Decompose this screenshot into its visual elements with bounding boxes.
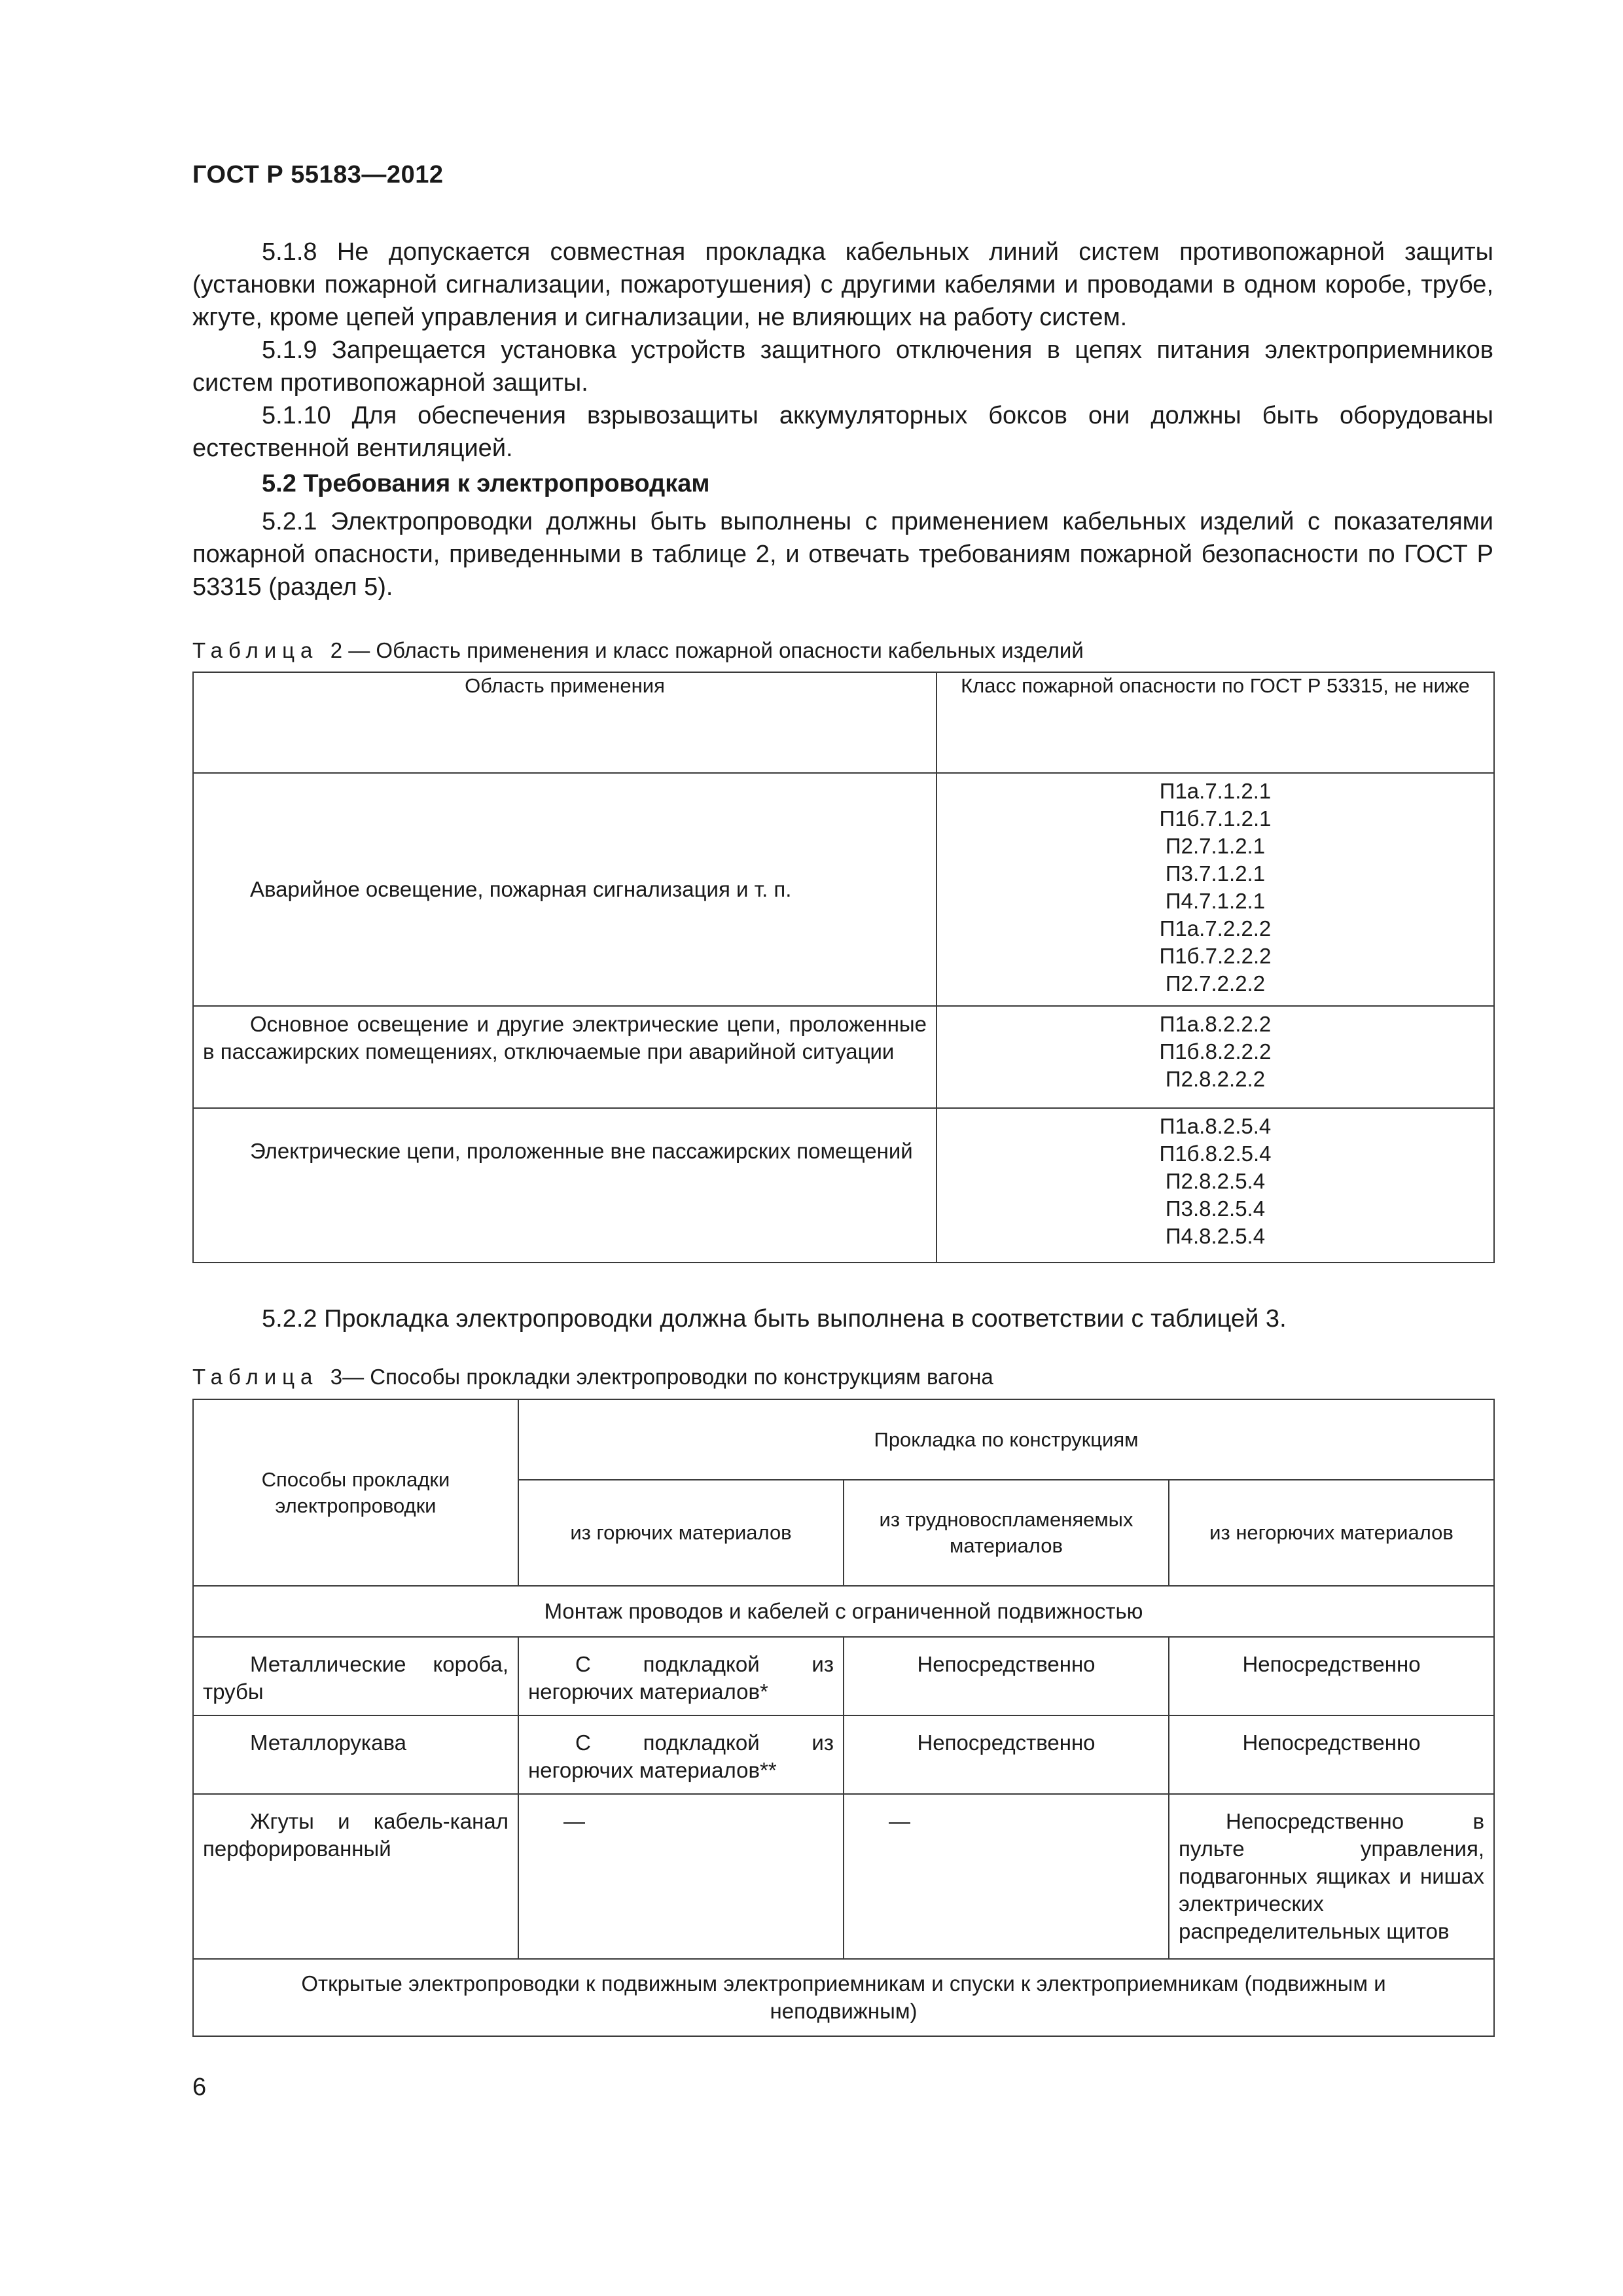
noncombustible-cell: Непосредственно в пульте управления, подвагонных ящиках и нишах электрических распределительных щитов (1169, 1794, 1494, 1959)
table-row (193, 773, 1494, 1006)
table2-area-cell: Аварийное освещение, пожарная сигнализация и т. п. (193, 773, 936, 1006)
paragraph-5-1-10: 5.1.10 Для обеспечения взрывозащиты аккумуляторных боксов они должны быть оборудованы естественной вентиляцией. (192, 402, 1493, 462)
hard-flammable-cell: — (844, 1794, 1169, 1959)
table2-header-class: Класс пожарной опасности по ГОСТ Р 53315, не ниже (936, 672, 1494, 773)
table2-header-area: Область применения (193, 672, 936, 773)
table3-header-hard-flammable: из трудновоспламеняемых материалов (844, 1480, 1169, 1586)
paragraph-5-2-1: 5.2.1 Электропроводки должны быть выполнены с применением кабельных изделий с показателями пожарной опасности, приведенными в таблице 2, и отвечать требованиям пожарной безопасности по ГОСТ Р 53315 (раздел 5). (192, 508, 1493, 601)
class-code: П2.8.2.5.4 (1165, 1169, 1266, 1193)
table-row (193, 1794, 1494, 1959)
table2-caption-text: 2 — Область применения и класс пожарной опасности кабельных изделий (330, 638, 1084, 662)
table3-header-noncombustible: из негорючих материалов (1169, 1480, 1494, 1586)
table3-header-method: Способы прокладки электропроводки (193, 1399, 518, 1586)
document-header: ГОСТ Р 55183—2012 (192, 161, 444, 188)
table3-caption (192, 1365, 993, 1390)
table2 (192, 672, 1495, 1263)
combustible-cell: С подкладкой из негорючих материалов* (518, 1637, 844, 1715)
table-row (193, 1108, 1494, 1263)
method-cell: Металлические короба, трубы (193, 1637, 518, 1715)
table3-section-limited-mobility: Монтаж проводов и кабелей с ограниченной подвижностью (193, 1586, 1494, 1637)
class-code: П1б.7.1.2.1 (1159, 806, 1272, 831)
class-code: П2.7.1.2.1 (1165, 834, 1266, 858)
noncombustible-cell: Непосредственно (1169, 1715, 1494, 1794)
class-code: П4.8.2.5.4 (1165, 1224, 1266, 1248)
table2-caption (192, 638, 1084, 663)
table3-header-group: Прокладка по конструкциям (518, 1399, 1494, 1480)
table3 (192, 1399, 1495, 2037)
table-row (193, 1637, 1494, 1715)
table2-caption-label: Таблица (192, 638, 319, 662)
class-code: П1б.8.2.2.2 (1159, 1039, 1272, 1064)
method-cell: Жгуты и кабель-канал перфорированный (193, 1794, 518, 1959)
section-heading-5-2: 5.2 Требования к электропроводкам (262, 470, 710, 497)
class-code: П1а.7.1.2.1 (1159, 779, 1272, 803)
class-code: П3.8.2.5.4 (1165, 1196, 1266, 1221)
method-cell: Металлорукава (193, 1715, 518, 1794)
class-code: П1а.8.2.5.4 (1159, 1114, 1272, 1138)
hard-flammable-cell: Непосредственно (844, 1637, 1169, 1715)
table2-codes-cell (936, 1006, 1494, 1108)
table3-caption-text: 3— Способы прокладки электропроводки по конструкциям вагона (330, 1365, 993, 1389)
table2-area-cell: Основное освещение и другие электрические цепи, проложенные в пассажирских помещениях, отключаемые при аварийной ситуации (193, 1006, 936, 1108)
noncombustible-cell: Непосредственно (1169, 1637, 1494, 1715)
table-row (193, 1006, 1494, 1108)
combustible-cell: — (518, 1794, 844, 1959)
class-code: П4.7.1.2.1 (1165, 889, 1266, 913)
table3-header-combustible: из горючих материалов (518, 1480, 844, 1586)
table-row (193, 1715, 1494, 1794)
body-text (192, 236, 1493, 603)
class-code: П1б.8.2.5.4 (1159, 1141, 1272, 1166)
table3-section-row (193, 1586, 1494, 1637)
paragraph-5-2-2: 5.2.2 Прокладка электропроводки должна быть выполнена в соответствии с таблицей 3. (262, 1305, 1287, 1333)
paragraph-5-1-8: 5.1.8 Не допускается совместная прокладка кабельных линий систем противопожарной защиты (установки пожарной сигнализации, пожаротушения) с другими кабелями и проводами в одном коробе, трубе, жгуте, кроме цепей управления и сигнализации, не влияющих на работу систем. (192, 238, 1493, 331)
table2-header-row (193, 672, 1494, 773)
class-code: П3.7.1.2.1 (1165, 861, 1266, 886)
table3-section-open-wiring: Открытые электропроводки к подвижным электроприемникам и спуски к электроприемникам (подвижным и неподвижным) (193, 1959, 1494, 2036)
table3-header-row (193, 1399, 1494, 1480)
table2-area-cell: Электрические цепи, проложенные вне пассажирских помещений (193, 1108, 936, 1263)
table2-codes-cell (936, 773, 1494, 1006)
table2-codes-cell (936, 1108, 1494, 1263)
class-code: П1а.7.2.2.2 (1159, 916, 1272, 941)
table3-section-row (193, 1959, 1494, 2036)
hard-flammable-cell: Непосредственно (844, 1715, 1169, 1794)
class-code: П2.7.2.2.2 (1165, 971, 1266, 996)
class-code: П1б.7.2.2.2 (1159, 944, 1272, 968)
table3-caption-label: Таблица (192, 1365, 319, 1389)
paragraph-5-2-2-wrap (192, 1302, 1493, 1335)
class-code: П2.8.2.2.2 (1165, 1067, 1266, 1091)
page-number: 6 (192, 2073, 207, 2101)
class-code: П1а.8.2.2.2 (1159, 1012, 1272, 1036)
combustible-cell: С подкладкой из негорючих материалов** (518, 1715, 844, 1794)
paragraph-5-1-9: 5.1.9 Запрещается установка устройств защитного отключения в цепях питания электроприемников систем противопожарной защиты. (192, 336, 1493, 397)
